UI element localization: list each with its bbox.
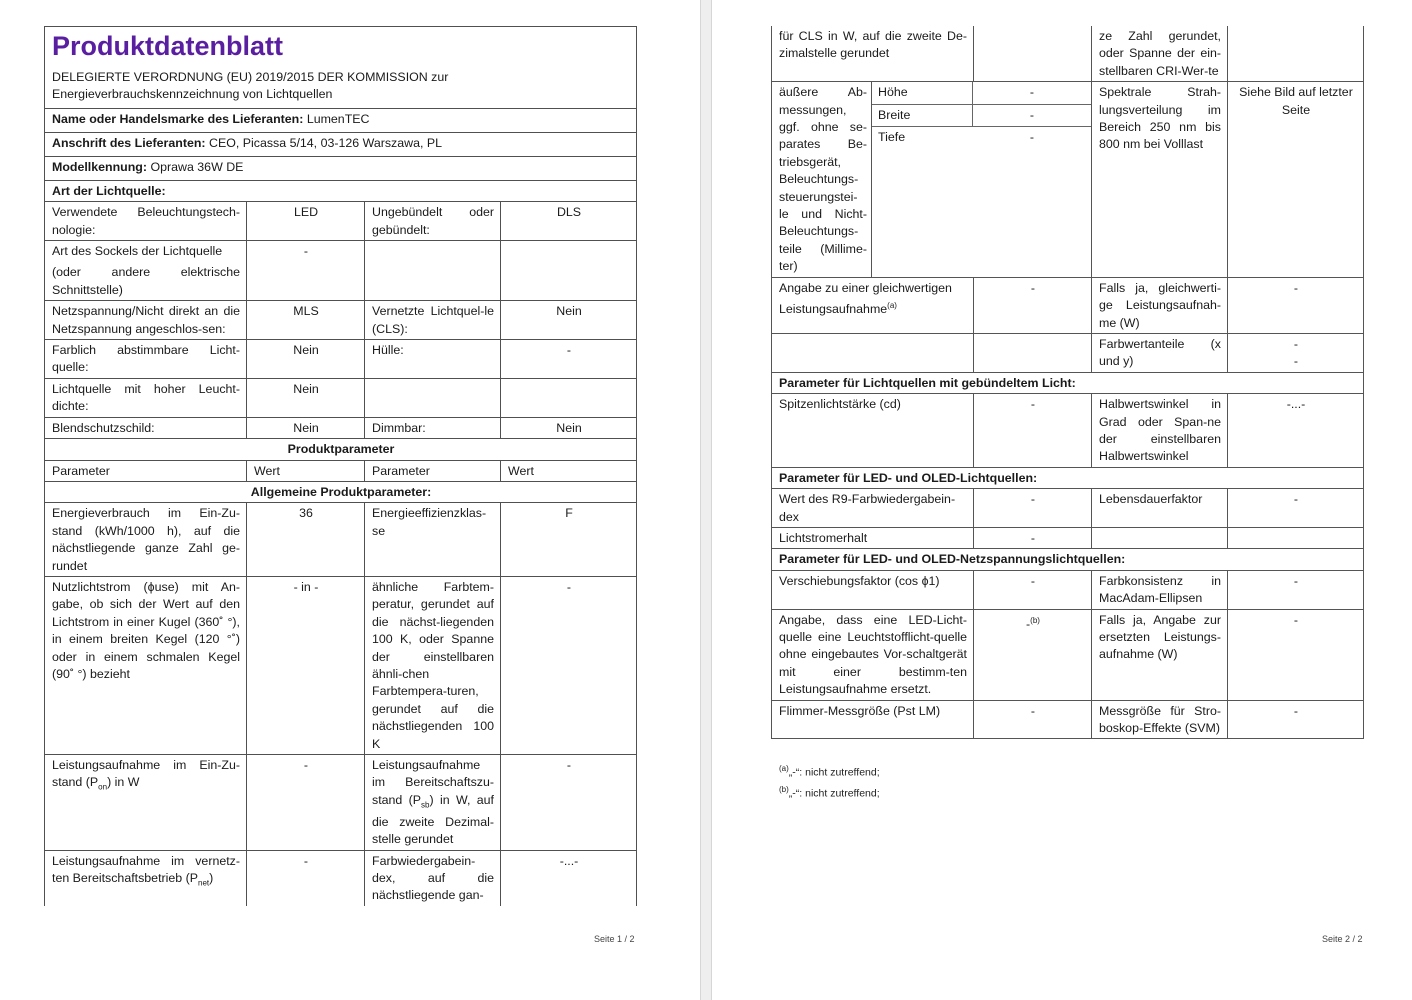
model-label: Modellkennung: xyxy=(52,159,147,174)
product-sheet-table-page-2 xyxy=(771,26,1364,739)
cell-label: Farbkonsistenz in MacAdam-Ellipsen xyxy=(1092,570,1228,609)
cell-label: Farblich abstimmbare Licht-quelle: xyxy=(45,340,247,379)
table-row xyxy=(45,241,637,301)
cell-value: MLS xyxy=(247,301,365,340)
cell-value: - in - xyxy=(247,576,365,754)
led-heading: Parameter für LED- und OLED-Lichtquellen: xyxy=(772,467,1364,488)
cell-label: Art des Sockels der Lichtquelle xyxy=(52,244,223,259)
footnote-a: $^{(a)}$„-“: nicht zutreffend; xyxy=(779,764,880,779)
page-number: Seite 2 / 2 xyxy=(1322,934,1363,944)
cell-value xyxy=(974,26,1092,82)
cell-value: -...- xyxy=(1228,394,1364,468)
cell-label: Wert des R9-Farbwiedergabein-dex xyxy=(772,489,974,528)
cell-value: - xyxy=(974,277,1092,333)
cell-label: Vernetzte Lichtquel-le (CLS): xyxy=(365,301,501,340)
cell-label: äußere Ab-messungen, ggf. ohne se-parates Be-triebsgerät, Beleuchtungs-steuerungstei-le und Nicht-Beleuchtungs-teile (Millime-ter) xyxy=(772,82,872,277)
product-params-heading: Produktparameter xyxy=(45,439,637,460)
dimension-label: Breite xyxy=(872,105,973,126)
cell-label: Verschiebungsfaktor (cos ϕ1) xyxy=(772,570,974,609)
table-row xyxy=(45,202,637,241)
cell-value: - xyxy=(501,340,637,379)
dimension-value: - xyxy=(1029,107,1035,122)
cell-value: 36 xyxy=(247,503,365,577)
cell-value: - xyxy=(974,394,1092,468)
product-sheet-table-page-1 xyxy=(44,26,637,906)
cell-value: F xyxy=(501,503,637,577)
page-number: Seite 1 / 2 xyxy=(594,934,635,944)
cell-label: Lebensdauerfaktor xyxy=(1092,489,1228,528)
mains-heading: Parameter für LED- und OLED-Netzspannungslichtquellen: xyxy=(772,549,1364,570)
cell-label: Ungebündelt oder gebündelt: xyxy=(365,202,501,241)
table-row xyxy=(772,489,1364,528)
table-row xyxy=(45,340,637,379)
cell-label xyxy=(1092,527,1228,548)
cell-value: -$^{(b)}$ xyxy=(974,609,1092,700)
cell-label: Leistungsaufnahme im Ein-Zu-stand $(P_{on})$ in W xyxy=(45,755,247,851)
cell-label xyxy=(772,333,974,372)
general-params-heading: Allgemeine Produktparameter: xyxy=(45,481,637,502)
cell-label: Energieverbrauch im Ein-Zu-stand (kWh/1000 h), auf die nächstliegende ganze Zahl ge-rundet xyxy=(45,503,247,577)
cell-label: Netzspannung/Nicht direkt an die Netzspannung angeschlos-sen: xyxy=(45,301,247,340)
cell-label: ähnliche Farbtem-peratur, gerundet auf die nächst-liegenden 100 K, oder Spanne der einstellbaren ähnli-chen Farbtempera-turen, gerundet auf die nächstliegenden 100 K xyxy=(365,576,501,754)
footnote-b: $^{(b)}$„-“: nicht zutreffend; xyxy=(779,785,880,800)
cell-value: - xyxy=(1228,489,1364,528)
table-row xyxy=(45,576,637,754)
table-row xyxy=(772,277,1364,333)
cell-value: - xyxy=(247,755,365,851)
cell-value: - xyxy=(501,576,637,754)
cell-label: (oder andere elektrische Schnittstelle) xyxy=(52,265,240,297)
cell-label: ze Zahl gerundet, oder Spanne der ein-stellbaren CRI-Wer-te xyxy=(1092,26,1228,82)
table-row xyxy=(45,301,637,340)
cell-label: Halbwertswinkel in Grad oder Span-ne der einstellbaren Halbwertswinkel xyxy=(1092,394,1228,468)
cell-label xyxy=(365,241,501,301)
dimension-value: - xyxy=(1029,85,1035,100)
cell-value: LED xyxy=(247,202,365,241)
cell-label: Verwendete Beleuchtungstech-nologie: xyxy=(45,202,247,241)
table-row xyxy=(772,609,1364,700)
cell-value: DLS xyxy=(501,202,637,241)
column-header-row xyxy=(45,460,637,481)
cell-value: Nein xyxy=(501,301,637,340)
regulation-line-1: DELEGIERTE VERORDNUNG (EU) 2019/2015 DER KOMMISSION zur xyxy=(52,70,449,84)
dimension-label: Tiefe xyxy=(878,130,906,145)
cell-value: - xyxy=(974,570,1092,609)
table-row xyxy=(772,394,1364,468)
dimension-value: - xyxy=(1029,130,1035,145)
page-gutter xyxy=(700,0,712,1000)
cell-label: für CLS in W, auf die zweite De-zimalstelle gerundet xyxy=(772,26,974,82)
cell-label: Energieeffizienzklas-se xyxy=(365,503,501,577)
cell-label: Lichtstromerhalt xyxy=(772,527,974,548)
cell-label: Messgröße für Stro-boskop-Effekte (SVM) xyxy=(1092,700,1228,739)
cell-value xyxy=(1228,527,1364,548)
table-row xyxy=(45,755,637,851)
cell-value: - xyxy=(247,850,365,906)
cell-value xyxy=(974,333,1092,372)
cell-label xyxy=(365,378,501,417)
light-source-type-heading: Art der Lichtquelle: xyxy=(45,180,637,201)
dimension-label: Höhe xyxy=(872,82,973,103)
cell-value xyxy=(501,378,637,417)
cell-label: Falls ja, Angabe zur ersetzten Leistungs-aufnahme (W) xyxy=(1092,609,1228,700)
cell-value: - xyxy=(974,527,1092,548)
cell-value: -...- xyxy=(501,850,637,906)
directional-heading: Parameter für Lichtquellen mit gebündeltem Licht: xyxy=(772,372,1364,393)
cell-value: Nein xyxy=(501,417,637,438)
cell-value: - xyxy=(501,755,637,851)
column-header: Wert xyxy=(501,460,637,481)
cell-label: Lichtquelle mit hoher Leucht-dichte: xyxy=(45,378,247,417)
table-row xyxy=(772,333,1364,372)
dimension-subtable xyxy=(872,82,1092,277)
cell-label: Hülle: xyxy=(365,340,501,379)
cell-label: Farbwertanteile (x und y) xyxy=(1092,333,1228,372)
cell-value: Nein xyxy=(247,417,365,438)
column-header: Parameter xyxy=(365,460,501,481)
page-title: Produktdatenblatt xyxy=(52,31,284,61)
table-row xyxy=(772,527,1364,548)
cell-label: Blendschutzschild: xyxy=(45,417,247,438)
table-row xyxy=(772,570,1364,609)
cell-label: Falls ja, gleichwerti-ge Leistungsaufnah-me (W) xyxy=(1092,277,1228,333)
column-header: Wert xyxy=(247,460,365,481)
cell-value: - xyxy=(974,489,1092,528)
cell-label: Leistungsaufnahme im vernetz-ten Bereitschaftsbetrieb $(P_{net})$ xyxy=(45,850,247,906)
cell-label: Angabe, dass eine LED-Licht-quelle eine Leuchtstofflicht-quelle ohne eingebautes Vor-schaltgerät mit einer bestimm-ten Leistungsaufnahme ersetzt. xyxy=(772,609,974,700)
regulation-line-2: Energieverbrauchskennzeichnung von Lichtquellen xyxy=(52,87,333,102)
cell-value xyxy=(1228,26,1364,82)
cell-label: Leistungsaufnahme im Bereitschaftszu-stand $(P_{sb})$ in W, auf die zweite Dezimal-stelle gerundet xyxy=(365,755,501,851)
model-value: Oprawa 36W DE xyxy=(150,159,244,174)
cell-label: Flimmer-Messgröße (Pst LM) xyxy=(772,700,974,739)
table-row xyxy=(45,850,637,906)
cell-value: - - xyxy=(1228,333,1364,372)
address-label: Anschrift des Lieferanten: xyxy=(52,135,206,150)
cell-label: Nutzlichtstrom (ϕuse) mit An-gabe, ob sich der Wert auf den Lichtstrom in einer Kugel (360˚ °), in einem breiten Kegel (120 °˚) oder in einem schmalen Kegel (90˚ °) bezieht xyxy=(45,576,247,754)
cell-label: Farbwiedergabein-dex, auf die nächstliegende gan- xyxy=(365,850,501,906)
address-value: CEO, Picassa 5/14, 03-126 Warszawa, PL xyxy=(209,135,443,150)
cell-value: - xyxy=(1228,277,1364,333)
cell-label: Spektrale Strah-lungsverteilung im Bereich 250 nm bis 800 nm bei Volllast xyxy=(1092,82,1228,277)
table-row xyxy=(772,700,1364,739)
cell-label: Dimmbar: xyxy=(365,417,501,438)
table-row xyxy=(772,26,1364,82)
cell-value: Nein xyxy=(247,378,365,417)
supplier-value: LumenTEC xyxy=(306,111,370,126)
cell-value: - xyxy=(1228,570,1364,609)
table-row xyxy=(45,378,637,417)
table-row xyxy=(45,503,637,577)
column-header: Parameter xyxy=(45,460,247,481)
cell-value: - xyxy=(247,241,365,301)
table-row xyxy=(45,417,637,438)
cell-value: - xyxy=(1228,700,1364,739)
cell-label: Spitzenlichtstärke (cd) xyxy=(772,394,974,468)
supplier-label: Name oder Handelsmarke des Lieferanten: xyxy=(52,111,304,126)
cell-value: Nein xyxy=(247,340,365,379)
cell-value: Siehe Bild auf letzter Seite xyxy=(1228,82,1364,277)
cell-value: - xyxy=(1228,609,1364,700)
table-row xyxy=(772,82,1364,277)
cell-value xyxy=(501,241,637,301)
cell-label: Angabe zu einer gleichwertigen Leistungsaufnahme$^{(a)}$ xyxy=(772,277,974,333)
cell-value: - xyxy=(974,700,1092,739)
